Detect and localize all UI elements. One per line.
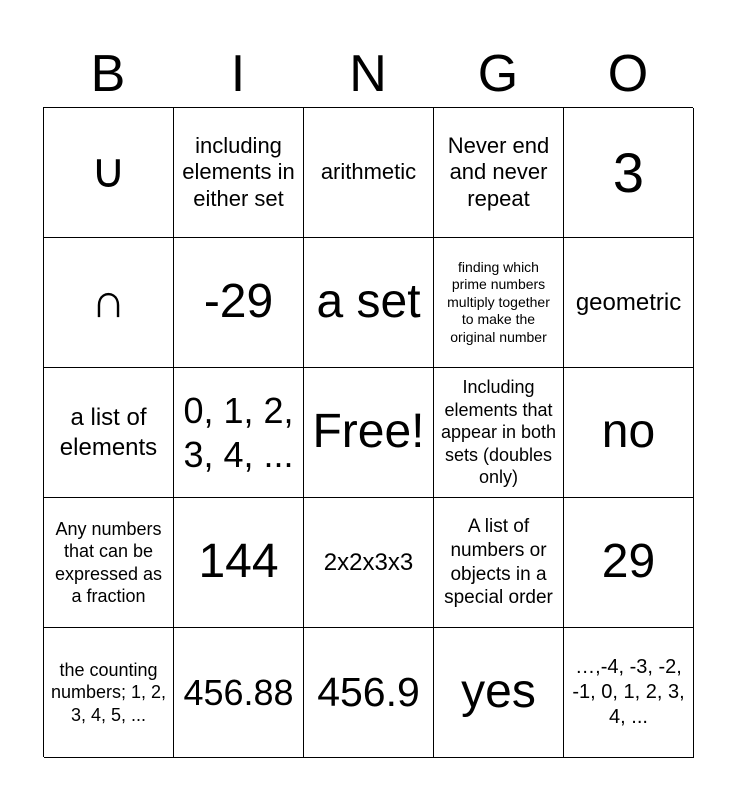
bingo-cell[interactable]: yes bbox=[434, 628, 564, 758]
header-letter-i: I bbox=[230, 45, 246, 103]
free-space[interactable]: Free! bbox=[304, 368, 434, 498]
bingo-cell[interactable]: 29 bbox=[564, 498, 694, 628]
bingo-cell[interactable]: 3 bbox=[564, 108, 694, 238]
bingo-cell[interactable]: no bbox=[564, 368, 694, 498]
bingo-cell[interactable]: -29 bbox=[174, 238, 304, 368]
header-letter-n: N bbox=[349, 45, 387, 103]
bingo-cell[interactable]: 2x2x3x3 bbox=[304, 498, 434, 628]
bingo-cell[interactable]: geometric bbox=[564, 238, 694, 368]
bingo-board bbox=[43, 107, 693, 757]
bingo-cell[interactable]: Including elements that appear in both sets (doubles only) bbox=[434, 368, 564, 498]
bingo-cell[interactable]: A list of numbers or objects in a special order bbox=[434, 498, 564, 628]
bingo-cell[interactable]: a list of elements bbox=[44, 368, 174, 498]
header-letter-g: G bbox=[477, 45, 519, 103]
bingo-cell[interactable]: arithmetic bbox=[304, 108, 434, 238]
header-letter-o: O bbox=[607, 45, 649, 103]
bingo-cell[interactable]: 0, 1, 2, 3, 4, ... bbox=[174, 368, 304, 498]
header-letter-b: B bbox=[90, 45, 126, 103]
bingo-cell[interactable]: a set bbox=[304, 238, 434, 368]
bingo-cell[interactable]: the counting numbers; 1, 2, 3, 4, 5, ... bbox=[44, 628, 174, 758]
bingo-cell[interactable]: Never end and never repeat bbox=[434, 108, 564, 238]
bingo-cell[interactable]: ∩ bbox=[44, 238, 174, 368]
bingo-cell[interactable]: 456.9 bbox=[304, 628, 434, 758]
bingo-cell[interactable]: finding which prime numbers multiply together to make the original number bbox=[434, 238, 564, 368]
bingo-cell[interactable]: including elements in either set bbox=[174, 108, 304, 238]
bingo-cell[interactable]: 456.88 bbox=[174, 628, 304, 758]
bingo-header bbox=[43, 44, 693, 104]
bingo-cell[interactable]: Any numbers that can be expressed as a fraction bbox=[44, 498, 174, 628]
bingo-cell[interactable]: …,-4, -3, -2, -1, 0, 1, 2, 3, 4, ... bbox=[564, 628, 694, 758]
bingo-cell[interactable]: ∪ bbox=[44, 108, 174, 238]
bingo-cell[interactable]: 144 bbox=[174, 498, 304, 628]
